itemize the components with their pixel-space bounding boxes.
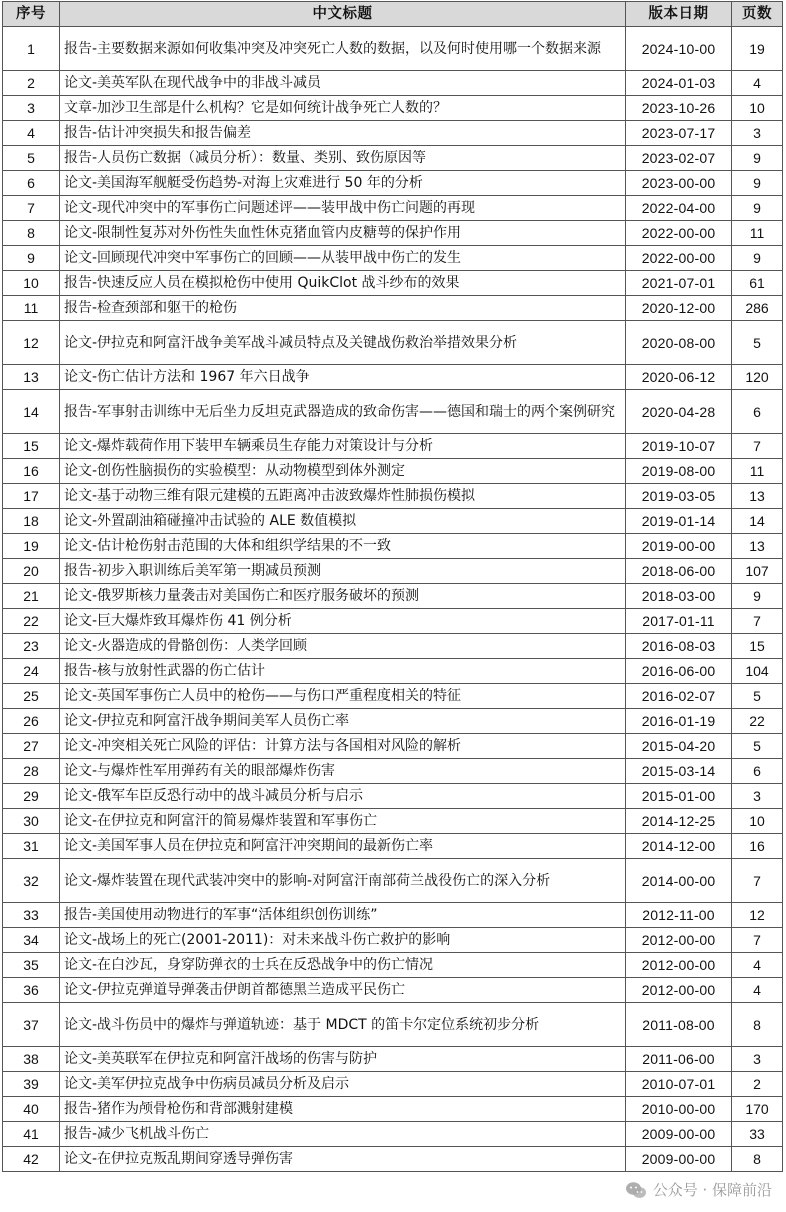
row-index: 18 xyxy=(3,509,60,534)
row-title: 论文-在伊拉克和阿富汗的简易爆炸装置和军事伤亡 xyxy=(60,809,626,834)
row-pages: 120 xyxy=(732,365,783,390)
row-pages: 11 xyxy=(732,459,783,484)
row-date: 2015-03-14 xyxy=(626,759,732,784)
table-row xyxy=(3,978,783,1003)
table-row xyxy=(3,584,783,609)
row-index: 26 xyxy=(3,709,60,734)
table-row xyxy=(3,659,783,684)
row-index: 2 xyxy=(3,71,60,96)
row-title: 论文-爆炸装置在现代武装冲突中的影响-对阿富汗南部荷兰战役伤亡的深入分析 xyxy=(60,859,626,903)
table-row xyxy=(3,365,783,390)
row-pages: 22 xyxy=(732,709,783,734)
table-row xyxy=(3,390,783,434)
row-title: 论文-伊拉克和阿富汗战争美军战斗减员特点及关键战伤救治举措效果分析 xyxy=(60,321,626,365)
row-title: 论文-外置副油箱碰撞冲击试验的 ALE 数值模拟 xyxy=(60,509,626,534)
table-row xyxy=(3,953,783,978)
row-date: 2014-00-00 xyxy=(626,859,732,903)
row-date: 2009-00-00 xyxy=(626,1122,732,1147)
row-date: 2014-12-25 xyxy=(626,809,732,834)
row-title: 论文-基于动物三维有限元建模的五距离冲击波致爆炸性肺损伤模拟 xyxy=(60,484,626,509)
row-pages: 9 xyxy=(732,146,783,171)
row-date: 2019-00-00 xyxy=(626,534,732,559)
row-index: 41 xyxy=(3,1122,60,1147)
table-row xyxy=(3,271,783,296)
row-index: 22 xyxy=(3,609,60,634)
row-pages: 4 xyxy=(732,953,783,978)
header-title: 中文标题 xyxy=(60,2,626,27)
row-pages: 10 xyxy=(732,96,783,121)
row-date: 2015-01-00 xyxy=(626,784,732,809)
row-index: 5 xyxy=(3,146,60,171)
row-title: 论文-火器造成的骨骼创伤：人类学回顾 xyxy=(60,634,626,659)
row-date: 2020-12-00 xyxy=(626,296,732,321)
row-title: 文章-加沙卫生部是什么机构？它是如何统计战争死亡人数的？ xyxy=(60,96,626,121)
row-index: 15 xyxy=(3,434,60,459)
row-date: 2009-00-00 xyxy=(626,1147,732,1172)
header-index: 序号 xyxy=(3,2,60,27)
row-pages: 170 xyxy=(732,1097,783,1122)
table-body xyxy=(3,27,783,1172)
row-index: 11 xyxy=(3,296,60,321)
row-title: 论文-创伤性脑损伤的实验模型：从动物模型到体外测定 xyxy=(60,459,626,484)
row-index: 19 xyxy=(3,534,60,559)
row-pages: 6 xyxy=(732,390,783,434)
table-row xyxy=(3,1047,783,1072)
row-pages: 286 xyxy=(732,296,783,321)
row-title: 论文-在白沙瓦，身穿防弹衣的士兵在反恐战争中的伤亡情况 xyxy=(60,953,626,978)
row-title: 报告-减少飞机战斗伤亡 xyxy=(60,1122,626,1147)
row-pages: 107 xyxy=(732,559,783,584)
row-title: 论文-伊拉克和阿富汗战争期间美军人员伤亡率 xyxy=(60,709,626,734)
row-index: 29 xyxy=(3,784,60,809)
table-row xyxy=(3,784,783,809)
table-row xyxy=(3,634,783,659)
table-row xyxy=(3,734,783,759)
row-title: 报告-军事射击训练中无后坐力反坦克武器造成的致命伤害——德国和瑞士的两个案例研究 xyxy=(60,390,626,434)
row-title: 论文-与爆炸性军用弹药有关的眼部爆炸伤害 xyxy=(60,759,626,784)
row-title: 论文-英国军事伤亡人员中的枪伤——与伤口严重程度相关的特征 xyxy=(60,684,626,709)
row-date: 2019-03-05 xyxy=(626,484,732,509)
row-pages: 12 xyxy=(732,903,783,928)
row-pages: 4 xyxy=(732,71,783,96)
row-index: 37 xyxy=(3,1003,60,1047)
row-pages: 7 xyxy=(732,434,783,459)
row-date: 2019-08-00 xyxy=(626,459,732,484)
row-title: 报告-美国使用动物进行的军事“活体组织创伤训练” xyxy=(60,903,626,928)
table-row xyxy=(3,509,783,534)
row-title: 论文-美国军事人员在伊拉克和阿富汗冲突期间的最新伤亡率 xyxy=(60,834,626,859)
row-date: 2015-04-20 xyxy=(626,734,732,759)
row-pages: 9 xyxy=(732,246,783,271)
row-date: 2012-11-00 xyxy=(626,903,732,928)
row-date: 2024-10-00 xyxy=(626,27,732,71)
row-index: 31 xyxy=(3,834,60,859)
row-title: 论文-伤亡估计方法和 1967 年六日战争 xyxy=(60,365,626,390)
table-row xyxy=(3,1072,783,1097)
row-pages: 104 xyxy=(732,659,783,684)
row-pages: 9 xyxy=(732,584,783,609)
table-header-row xyxy=(3,2,783,27)
row-index: 32 xyxy=(3,859,60,903)
row-pages: 8 xyxy=(732,1003,783,1047)
table-row xyxy=(3,459,783,484)
table-row xyxy=(3,609,783,634)
row-index: 38 xyxy=(3,1047,60,1072)
row-index: 33 xyxy=(3,903,60,928)
row-index: 24 xyxy=(3,659,60,684)
table-row xyxy=(3,27,783,71)
row-index: 13 xyxy=(3,365,60,390)
row-title: 论文-回顾现代冲突中军事伤亡的回顾——从装甲战中伤亡的发生 xyxy=(60,246,626,271)
row-pages: 5 xyxy=(732,734,783,759)
row-date: 2016-01-19 xyxy=(626,709,732,734)
row-date: 2018-03-00 xyxy=(626,584,732,609)
row-index: 25 xyxy=(3,684,60,709)
table-row xyxy=(3,809,783,834)
row-index: 35 xyxy=(3,953,60,978)
row-pages: 13 xyxy=(732,484,783,509)
row-index: 9 xyxy=(3,246,60,271)
row-index: 21 xyxy=(3,584,60,609)
table-row xyxy=(3,928,783,953)
row-date: 2016-06-00 xyxy=(626,659,732,684)
document-table xyxy=(2,1,783,1172)
row-title: 论文-巨大爆炸致耳爆炸伤 41 例分析 xyxy=(60,609,626,634)
row-title: 报告-人员伤亡数据（减员分析）：数量、类别、致伤原因等 xyxy=(60,146,626,171)
header-pages: 页数 xyxy=(732,2,783,27)
row-index: 10 xyxy=(3,271,60,296)
row-pages: 14 xyxy=(732,509,783,534)
row-index: 23 xyxy=(3,634,60,659)
row-date: 2010-00-00 xyxy=(626,1097,732,1122)
row-pages: 5 xyxy=(732,321,783,365)
row-date: 2022-00-00 xyxy=(626,246,732,271)
row-title: 论文-美国海军舰艇受伤趋势-对海上灾难进行 50 年的分析 xyxy=(60,171,626,196)
row-index: 42 xyxy=(3,1147,60,1172)
row-title: 报告-初步入职训练后美军第一期减员预测 xyxy=(60,559,626,584)
table-row xyxy=(3,1122,783,1147)
row-pages: 3 xyxy=(732,121,783,146)
row-index: 14 xyxy=(3,390,60,434)
row-title: 论文-美军伊拉克战争中伤病员减员分析及启示 xyxy=(60,1072,626,1097)
row-date: 2014-12-00 xyxy=(626,834,732,859)
row-date: 2016-08-03 xyxy=(626,634,732,659)
row-index: 4 xyxy=(3,121,60,146)
row-index: 28 xyxy=(3,759,60,784)
row-index: 1 xyxy=(3,27,60,71)
row-title: 报告-主要数据来源如何收集冲突及冲突死亡人数的数据，以及何时使用哪一个数据来源 xyxy=(60,27,626,71)
table-row xyxy=(3,96,783,121)
row-title: 论文-限制性复苏对外伤性失血性休克猪血管内皮糖萼的保护作用 xyxy=(60,221,626,246)
row-title: 论文-现代冲突中的军事伤亡问题述评——装甲战中伤亡问题的再现 xyxy=(60,196,626,221)
row-date: 2017-01-11 xyxy=(626,609,732,634)
row-pages: 10 xyxy=(732,809,783,834)
row-date: 2011-06-00 xyxy=(626,1047,732,1072)
row-date: 2023-00-00 xyxy=(626,171,732,196)
row-date: 2016-02-07 xyxy=(626,684,732,709)
row-title: 报告-估计冲突损失和报告偏差 xyxy=(60,121,626,146)
row-pages: 3 xyxy=(732,1047,783,1072)
row-title: 论文-估计枪伤射击范围的大体和组织学结果的不一致 xyxy=(60,534,626,559)
row-index: 39 xyxy=(3,1072,60,1097)
row-date: 2020-04-28 xyxy=(626,390,732,434)
table-row xyxy=(3,1003,783,1047)
row-date: 2023-10-26 xyxy=(626,96,732,121)
table-row xyxy=(3,684,783,709)
row-pages: 16 xyxy=(732,834,783,859)
row-index: 3 xyxy=(3,96,60,121)
table-row xyxy=(3,834,783,859)
header-date: 版本日期 xyxy=(626,2,732,27)
row-title: 论文-战场上的死亡(2001-2011)：对未来战斗伤亡救护的影响 xyxy=(60,928,626,953)
row-pages: 4 xyxy=(732,978,783,1003)
table-row xyxy=(3,171,783,196)
row-title: 论文-俄军车臣反恐行动中的战斗减员分析与启示 xyxy=(60,784,626,809)
row-title: 论文-战斗伤员中的爆炸与弹道轨迹：基于 MDCT 的笛卡尔定位系统初步分析 xyxy=(60,1003,626,1047)
row-pages: 5 xyxy=(732,684,783,709)
table-row xyxy=(3,146,783,171)
row-pages: 15 xyxy=(732,634,783,659)
row-date: 2019-01-14 xyxy=(626,509,732,534)
table-row xyxy=(3,221,783,246)
watermark-text: 公众号 · 保障前沿 xyxy=(652,1181,772,1199)
table-row xyxy=(3,434,783,459)
row-title: 报告-核与放射性武器的伤亡估计 xyxy=(60,659,626,684)
table-row xyxy=(3,859,783,903)
row-date: 2018-06-00 xyxy=(626,559,732,584)
row-index: 8 xyxy=(3,221,60,246)
row-pages: 9 xyxy=(732,196,783,221)
row-title: 论文-伊拉克弹道导弹袭击伊朗首都德黑兰造成平民伤亡 xyxy=(60,978,626,1003)
table-row xyxy=(3,559,783,584)
table-row xyxy=(3,484,783,509)
row-date: 2023-02-07 xyxy=(626,146,732,171)
row-date: 2019-10-07 xyxy=(626,434,732,459)
row-pages: 2 xyxy=(732,1072,783,1097)
row-date: 2021-07-01 xyxy=(626,271,732,296)
wechat-icon xyxy=(625,1181,647,1199)
row-index: 17 xyxy=(3,484,60,509)
row-pages: 11 xyxy=(732,221,783,246)
row-index: 40 xyxy=(3,1097,60,1122)
row-pages: 19 xyxy=(732,27,783,71)
watermark xyxy=(625,1179,772,1200)
row-date: 2020-08-00 xyxy=(626,321,732,365)
row-title: 报告-检查颈部和躯干的枪伤 xyxy=(60,296,626,321)
row-title: 论文-爆炸载荷作用下装甲车辆乘员生存能力对策设计与分析 xyxy=(60,434,626,459)
row-date: 2012-00-00 xyxy=(626,928,732,953)
table-row xyxy=(3,709,783,734)
table-row xyxy=(3,903,783,928)
row-index: 6 xyxy=(3,171,60,196)
row-date: 2012-00-00 xyxy=(626,978,732,1003)
row-index: 27 xyxy=(3,734,60,759)
row-title: 论文-美英联军在伊拉克和阿富汗战场的伤害与防护 xyxy=(60,1047,626,1072)
row-pages: 8 xyxy=(732,1147,783,1172)
row-date: 2024-01-03 xyxy=(626,71,732,96)
row-date: 2020-06-12 xyxy=(626,365,732,390)
row-pages: 6 xyxy=(732,759,783,784)
table-row xyxy=(3,534,783,559)
row-date: 2012-00-00 xyxy=(626,953,732,978)
table-row xyxy=(3,1147,783,1172)
table-row xyxy=(3,71,783,96)
table-row xyxy=(3,196,783,221)
table-row xyxy=(3,759,783,784)
row-title: 论文-冲突相关死亡风险的评估：计算方法与各国相对风险的解析 xyxy=(60,734,626,759)
row-index: 7 xyxy=(3,196,60,221)
row-pages: 7 xyxy=(732,859,783,903)
row-index: 12 xyxy=(3,321,60,365)
table-row xyxy=(3,121,783,146)
row-pages: 7 xyxy=(732,609,783,634)
row-title: 论文-在伊拉克叛乱期间穿透导弹伤害 xyxy=(60,1147,626,1172)
row-pages: 9 xyxy=(732,171,783,196)
table-row xyxy=(3,1097,783,1122)
row-pages: 7 xyxy=(732,928,783,953)
row-date: 2023-07-17 xyxy=(626,121,732,146)
row-date: 2010-07-01 xyxy=(626,1072,732,1097)
row-title: 报告-快速反应人员在模拟枪伤中使用 QuikClot 战斗纱布的效果 xyxy=(60,271,626,296)
row-date: 2011-08-00 xyxy=(626,1003,732,1047)
row-index: 36 xyxy=(3,978,60,1003)
row-title: 论文-俄罗斯核力量袭击对美国伤亡和医疗服务破坏的预测 xyxy=(60,584,626,609)
row-pages: 61 xyxy=(732,271,783,296)
row-title: 报告-猪作为颅骨枪伤和背部溅射建模 xyxy=(60,1097,626,1122)
row-pages: 3 xyxy=(732,784,783,809)
row-pages: 13 xyxy=(732,534,783,559)
row-index: 16 xyxy=(3,459,60,484)
table-row xyxy=(3,296,783,321)
table-row xyxy=(3,321,783,365)
row-pages: 33 xyxy=(732,1122,783,1147)
row-title: 论文-美英军队在现代战争中的非战斗减员 xyxy=(60,71,626,96)
row-index: 30 xyxy=(3,809,60,834)
table-row xyxy=(3,246,783,271)
row-index: 20 xyxy=(3,559,60,584)
row-date: 2022-00-00 xyxy=(626,221,732,246)
row-index: 34 xyxy=(3,928,60,953)
row-date: 2022-04-00 xyxy=(626,196,732,221)
